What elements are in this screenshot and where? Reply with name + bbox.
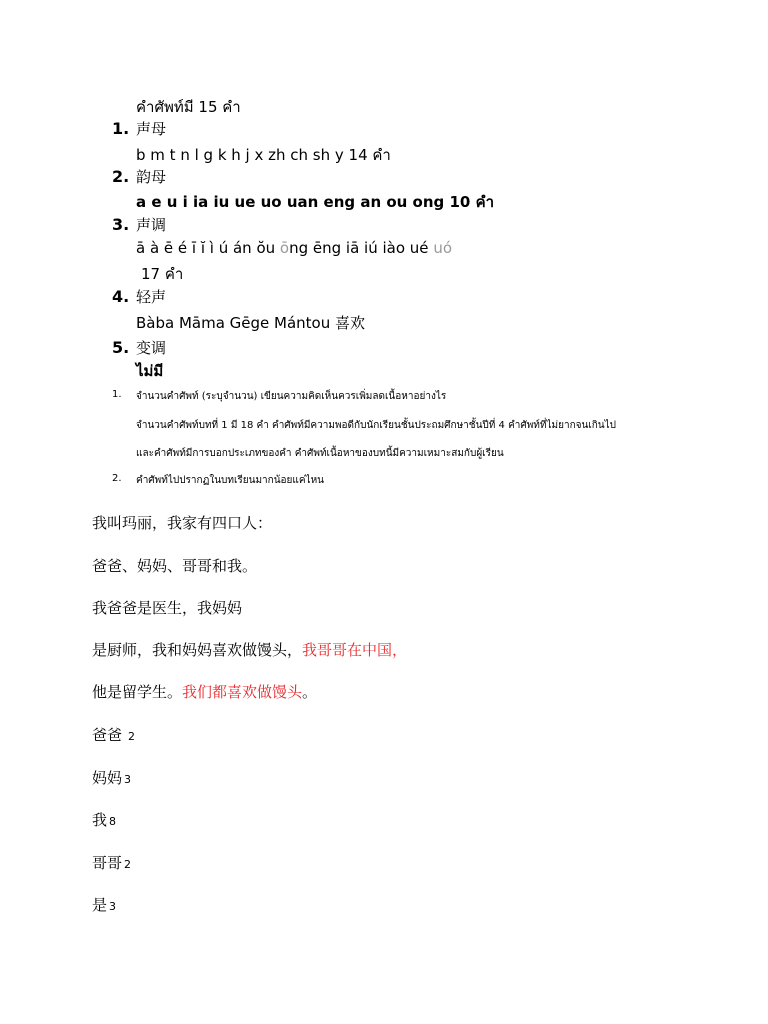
item-number-5: 5. bbox=[112, 338, 130, 357]
item-number-4: 4. bbox=[112, 287, 130, 306]
word-count-row: 是 3 bbox=[92, 896, 117, 914]
question-text-1: จำนวนคำศัพท์ (ระบุจำนวน) เขียนความคิดเห็นควรเพิ่มลดเนื้อหาอย่างไร bbox=[136, 391, 447, 402]
question-text-2: คำศัพท์ไปปรากฏในบทเรียนมากน้อยแค่ไหน bbox=[136, 475, 325, 486]
item-title-initials: 声母 bbox=[136, 120, 167, 138]
story-line-5: 他是留学生。我们都喜欢做馒头。 bbox=[92, 683, 318, 701]
story-line-4: 是厨师，我和妈妈喜欢做馒头，我哥哥在中国， bbox=[92, 641, 408, 659]
answer-line-2: และคำศัพท์มีการบอกประเภทของคำ คำศัพท์เนื้อหาของบทนี้มีความเหมาะสมกับผู้เรียน bbox=[136, 448, 504, 459]
question-number-1: 1. bbox=[112, 389, 122, 400]
item-content-tone-sandhi: ไม่มี bbox=[136, 362, 164, 380]
word-count-row: 我 8 bbox=[92, 811, 117, 829]
highlighted-sentence: 我哥哥在中国， bbox=[302, 641, 408, 659]
item-title-tone-sandhi: 变调 bbox=[136, 339, 167, 357]
item-number-3: 3. bbox=[112, 215, 130, 234]
story-line-3: 我爸爸是医生，我妈妈 bbox=[92, 599, 243, 617]
item-title-neutral-tone: 轻声 bbox=[136, 288, 167, 306]
item-content-tones-count: 17 คำ bbox=[141, 265, 184, 283]
item-number-1: 1. bbox=[112, 119, 130, 138]
vocab-count-intro: คำศัพท์มี 15 คำ bbox=[136, 98, 241, 116]
highlighted-sentence: 我们都喜欢做馒头 bbox=[182, 683, 303, 701]
word-count-row: 妈妈 3 bbox=[92, 769, 132, 787]
item-title-tones: 声调 bbox=[136, 216, 167, 234]
story-line-2: 爸爸、妈妈、哥哥和我。 bbox=[92, 557, 258, 575]
item-content-neutral-tone: Bàba Māma Gēge Mántou 喜欢 bbox=[136, 314, 366, 332]
item-content-finals: a e u i ia iu ue uo uan eng an ou ong 10 คำ bbox=[136, 193, 495, 211]
word-count-row: 爸爸 2 bbox=[92, 726, 136, 744]
story-line-1: 我叫玛丽，我家有四口人： bbox=[92, 514, 273, 532]
item-content-tones: ā à ē é ī ĭ ì ú án ŏu ōng ēng iā iú iào ué uó bbox=[136, 239, 452, 257]
answer-line-1: จำนวนคำศัพท์บทที่ 1 มี 18 คำ คำศัพท์มีความพอดีกับนักเรียนชั้นประถมศึกษาชั้นปีที่ 4 คำศัพท์ที่ไม่ยากจนเกินไป bbox=[136, 420, 617, 431]
item-content-initials: b m t n l g k h j x zh ch sh y 14 คำ bbox=[136, 146, 391, 164]
word-count-row: 哥哥 2 bbox=[92, 854, 132, 872]
question-number-2: 2. bbox=[112, 473, 122, 484]
item-title-finals: 韵母 bbox=[136, 168, 167, 186]
item-number-2: 2. bbox=[112, 167, 130, 186]
